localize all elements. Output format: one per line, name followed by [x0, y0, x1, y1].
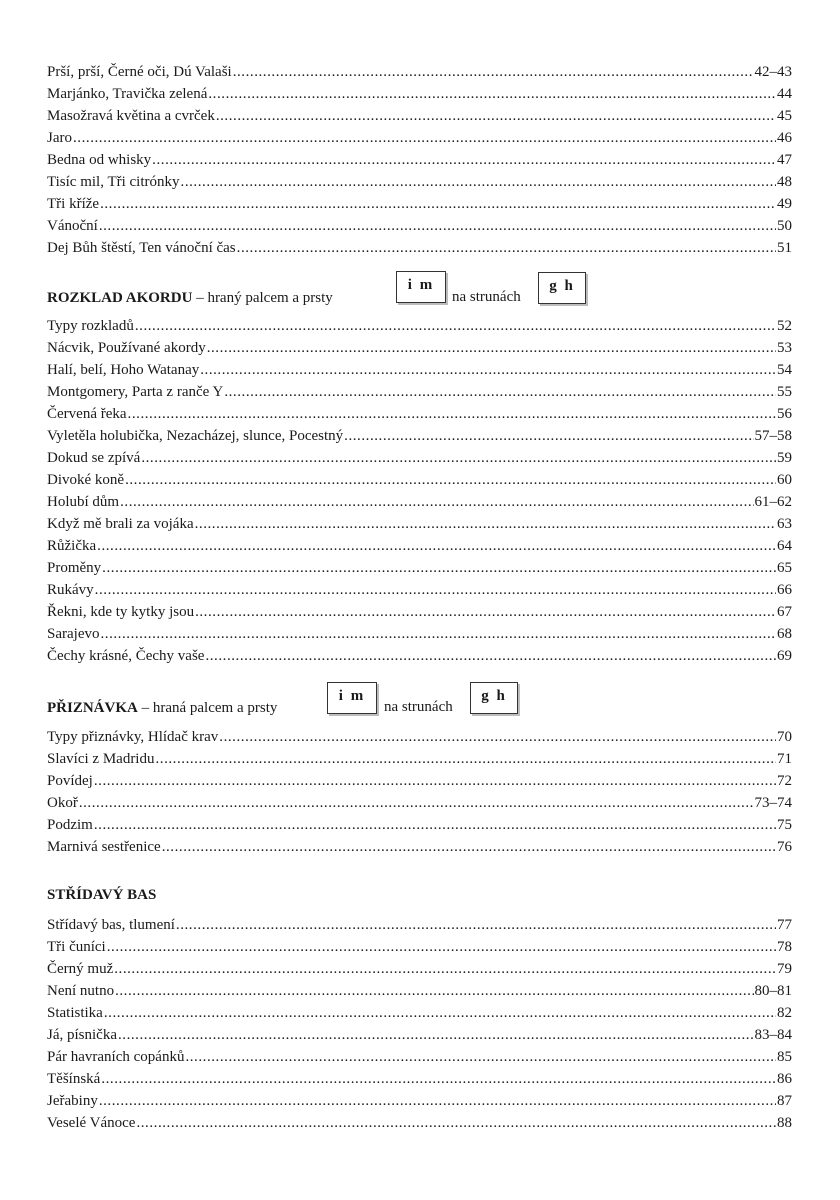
toc-entry-title: Dokud se zpívá [47, 450, 141, 466]
toc-entry-page: 59 [777, 450, 792, 466]
toc-entry [47, 447, 792, 469]
toc-entry-title: Vyletěla holubička, Nezacházej, slunce, Pocestný [47, 428, 344, 444]
dot-leader [205, 645, 776, 667]
toc-entry-page: 52 [777, 318, 792, 334]
toc-entry-page: 76 [777, 839, 792, 855]
dot-leader [208, 83, 776, 105]
toc-entry [47, 105, 792, 127]
dot-leader [141, 447, 776, 469]
toc-entry [47, 579, 792, 601]
toc-entry-page: 88 [777, 1115, 792, 1131]
dot-leader [79, 792, 754, 814]
toc-entry-page: 87 [777, 1093, 792, 1109]
toc-entry [47, 215, 792, 237]
dot-leader [125, 469, 776, 491]
toc-list-priznavka [47, 726, 792, 858]
toc-entry [47, 491, 792, 513]
dot-leader [200, 359, 776, 381]
toc-entry-title: Marjánko, Travička zelená [47, 86, 208, 102]
fingers-box: i m [396, 271, 446, 303]
dot-leader [118, 1024, 754, 1046]
toc-entry-page: 53 [777, 340, 792, 356]
toc-entry-title: Sarajevo [47, 626, 100, 642]
heading-connector: na strunách [384, 699, 453, 715]
toc-entry-title: Veselé Vánoce [47, 1115, 136, 1131]
dot-leader [155, 748, 776, 770]
heading-connector: na strunách [452, 289, 521, 305]
toc-entry [47, 61, 792, 83]
dot-leader [344, 425, 753, 447]
toc-entry-title: Není nutno [47, 983, 115, 999]
toc-entry-title: Řekni, kde ty kytky jsou [47, 604, 195, 620]
dot-leader [135, 315, 776, 337]
toc-entry-title: Typy přiznávky, Hlídač krav [47, 729, 219, 745]
toc-list-rozklad-akordu [47, 315, 792, 667]
toc-entry [47, 237, 792, 259]
heading-title: PŘIZNÁVKA [47, 700, 138, 716]
toc-entry-page: 44 [777, 86, 792, 102]
toc-entry-title: Vánoční [47, 218, 98, 234]
dot-leader [237, 237, 776, 259]
dot-leader [152, 149, 776, 171]
toc-entry-title: Bedna od whisky [47, 152, 152, 168]
toc-entry-title: Tři čuníci [47, 939, 106, 955]
toc-entry [47, 645, 792, 667]
dot-leader [136, 1112, 776, 1134]
toc-entry-page: 47 [777, 152, 792, 168]
toc-entry-title: Když mě brali za vojáka [47, 516, 194, 532]
toc-entry-page: 64 [777, 538, 792, 554]
toc-entry-title: Divoké koně [47, 472, 125, 488]
toc-list-continued [47, 61, 792, 259]
toc-entry-title: Tisíc mil, Tři citrónky [47, 174, 180, 190]
toc-entry [47, 403, 792, 425]
toc-entry-page: 78 [777, 939, 792, 955]
dot-leader [73, 127, 776, 149]
dot-leader [219, 726, 776, 748]
toc-entry-page: 69 [777, 648, 792, 664]
toc-entry [47, 469, 792, 491]
toc-entry [47, 535, 792, 557]
toc-entry-title: Povídej [47, 773, 93, 789]
toc-entry [47, 726, 792, 748]
toc-entry [47, 792, 792, 814]
dot-leader [100, 193, 776, 215]
toc-entry-title: Holubí dům [47, 494, 120, 510]
toc-entry [47, 193, 792, 215]
heading-text [47, 287, 333, 309]
toc-entry-title: Jaro [47, 130, 72, 146]
toc-entry-title: Rukávy [47, 582, 94, 598]
dot-leader [114, 958, 776, 980]
toc-entry-page: 86 [777, 1071, 792, 1087]
toc-entry-title: Pár havraních copánků [47, 1049, 185, 1065]
toc-entry [47, 914, 792, 936]
toc-entry-page: 80–81 [754, 983, 792, 999]
heading-text [47, 697, 277, 719]
toc-entry [47, 980, 792, 1002]
toc-entry [47, 315, 792, 337]
dot-leader [128, 403, 776, 425]
toc-entry-title: Růžička [47, 538, 97, 554]
toc-entry [47, 814, 792, 836]
heading-title: ROZKLAD AKORDU [47, 290, 193, 306]
toc-entry-title: Čechy krásné, Čechy vaše [47, 648, 205, 664]
toc-entry-page: 65 [777, 560, 792, 576]
toc-entry [47, 83, 792, 105]
toc-entry-page: 66 [777, 582, 792, 598]
toc-entry-page: 56 [777, 406, 792, 422]
toc-entry-page: 70 [777, 729, 792, 745]
toc-entry-page: 73–74 [754, 795, 792, 811]
toc-entry [47, 127, 792, 149]
toc-entry-page: 42–43 [754, 64, 792, 80]
toc-entry [47, 337, 792, 359]
toc-entry-page: 57–58 [754, 428, 792, 444]
toc-entry [47, 557, 792, 579]
toc-entry-title: Prší, prší, Černé oči, Dú Valaši [47, 64, 232, 80]
toc-entry-title: Střídavý bas, tlumení [47, 917, 175, 933]
heading-subtitle: – hraná palcem a prsty [141, 700, 278, 716]
dot-leader [181, 171, 776, 193]
dot-leader [94, 814, 776, 836]
toc-entry-title: Typy rozkladů [47, 318, 134, 334]
dot-leader [101, 1068, 776, 1090]
toc-entry-page: 68 [777, 626, 792, 642]
toc-entry-title: Marnivá sestřenice [47, 839, 161, 855]
toc-entry-title: Tři kříže [47, 196, 100, 212]
toc-entry-title: Okoř [47, 795, 78, 811]
toc-entry [47, 359, 792, 381]
toc-entry [47, 748, 792, 770]
dot-leader [185, 1046, 776, 1068]
toc-entry-page: 67 [777, 604, 792, 620]
toc-entry [47, 1002, 792, 1024]
toc-entry-title: Slavíci z Madridu [47, 751, 155, 767]
toc-entry-page: 79 [777, 961, 792, 977]
toc-entry-title: Montgomery, Parta z ranče Y [47, 384, 224, 400]
toc-entry-title: Podzim [47, 817, 93, 833]
dot-leader [115, 980, 753, 1002]
toc-entry-title: Červená řeka [47, 406, 127, 422]
toc-entry [47, 1112, 792, 1134]
dot-leader [216, 105, 776, 127]
toc-entry-title: Halí, belí, Hoho Watanay [47, 362, 200, 378]
fingers-box: i m [327, 682, 377, 714]
strings-box: g h [538, 272, 586, 304]
dot-leader [207, 337, 776, 359]
dot-leader [120, 491, 753, 513]
toc-entry [47, 1068, 792, 1090]
toc-list-stridavy-bas [47, 914, 792, 1134]
toc-entry-title: Jeřabiny [47, 1093, 98, 1109]
toc-entry-page: 75 [777, 817, 792, 833]
toc-entry-page: 77 [777, 917, 792, 933]
toc-entry-page: 82 [777, 1005, 792, 1021]
toc-entry-page: 55 [777, 384, 792, 400]
toc-entry-page: 71 [777, 751, 792, 767]
toc-entry-page: 49 [777, 196, 792, 212]
dot-leader [102, 557, 776, 579]
strings-box: g h [470, 682, 518, 714]
toc-entry [47, 623, 792, 645]
dot-leader [162, 836, 776, 858]
toc-entry-title: Masožravá květina a cvrček [47, 108, 215, 124]
toc-entry-page: 63 [777, 516, 792, 532]
dot-leader [100, 623, 776, 645]
toc-entry-title: Černý muž [47, 961, 114, 977]
toc-entry-title: Nácvik, Používané akordy [47, 340, 206, 356]
toc-entry-title: Dej Bůh štěstí, Ten vánoční čas [47, 240, 236, 256]
toc-entry [47, 381, 792, 403]
toc-entry [47, 425, 792, 447]
toc-entry [47, 171, 792, 193]
toc-entry [47, 513, 792, 535]
dot-leader [224, 381, 776, 403]
toc-entry-page: 83–84 [754, 1027, 792, 1043]
section-heading-stridavy-bas [47, 884, 156, 906]
toc-entry [47, 601, 792, 623]
dot-leader [99, 215, 776, 237]
dot-leader [176, 914, 776, 936]
dot-leader [94, 770, 776, 792]
toc-entry-title: Já, písnička [47, 1027, 117, 1043]
toc-entry-title: Těšínská [47, 1071, 101, 1087]
toc-entry-page: 72 [777, 773, 792, 789]
toc-entry-page: 60 [777, 472, 792, 488]
dot-leader [195, 601, 776, 623]
toc-entry-page: 48 [777, 174, 792, 190]
toc-entry-page: 61–62 [754, 494, 792, 510]
dot-leader [95, 579, 776, 601]
toc-entry-title: Statistika [47, 1005, 103, 1021]
dot-leader [195, 513, 776, 535]
toc-entry-page: 54 [777, 362, 792, 378]
toc-entry-page: 50 [777, 218, 792, 234]
dot-leader [107, 936, 776, 958]
toc-entry-page: 46 [777, 130, 792, 146]
heading-subtitle: – hraný palcem a prsty [196, 290, 333, 306]
toc-entry-page: 85 [777, 1049, 792, 1065]
toc-entry [47, 1046, 792, 1068]
toc-entry-title: Proměny [47, 560, 102, 576]
heading-title: STŘÍDAVÝ BAS [47, 887, 157, 903]
toc-entry-page: 51 [777, 240, 792, 256]
dot-leader [233, 61, 754, 83]
toc-entry-page: 45 [777, 108, 792, 124]
toc-entry [47, 936, 792, 958]
toc-entry [47, 1024, 792, 1046]
dot-leader [97, 535, 776, 557]
toc-entry [47, 1090, 792, 1112]
toc-entry [47, 836, 792, 858]
dot-leader [99, 1090, 776, 1112]
toc-entry [47, 149, 792, 171]
toc-entry [47, 958, 792, 980]
dot-leader [104, 1002, 776, 1024]
toc-entry [47, 770, 792, 792]
